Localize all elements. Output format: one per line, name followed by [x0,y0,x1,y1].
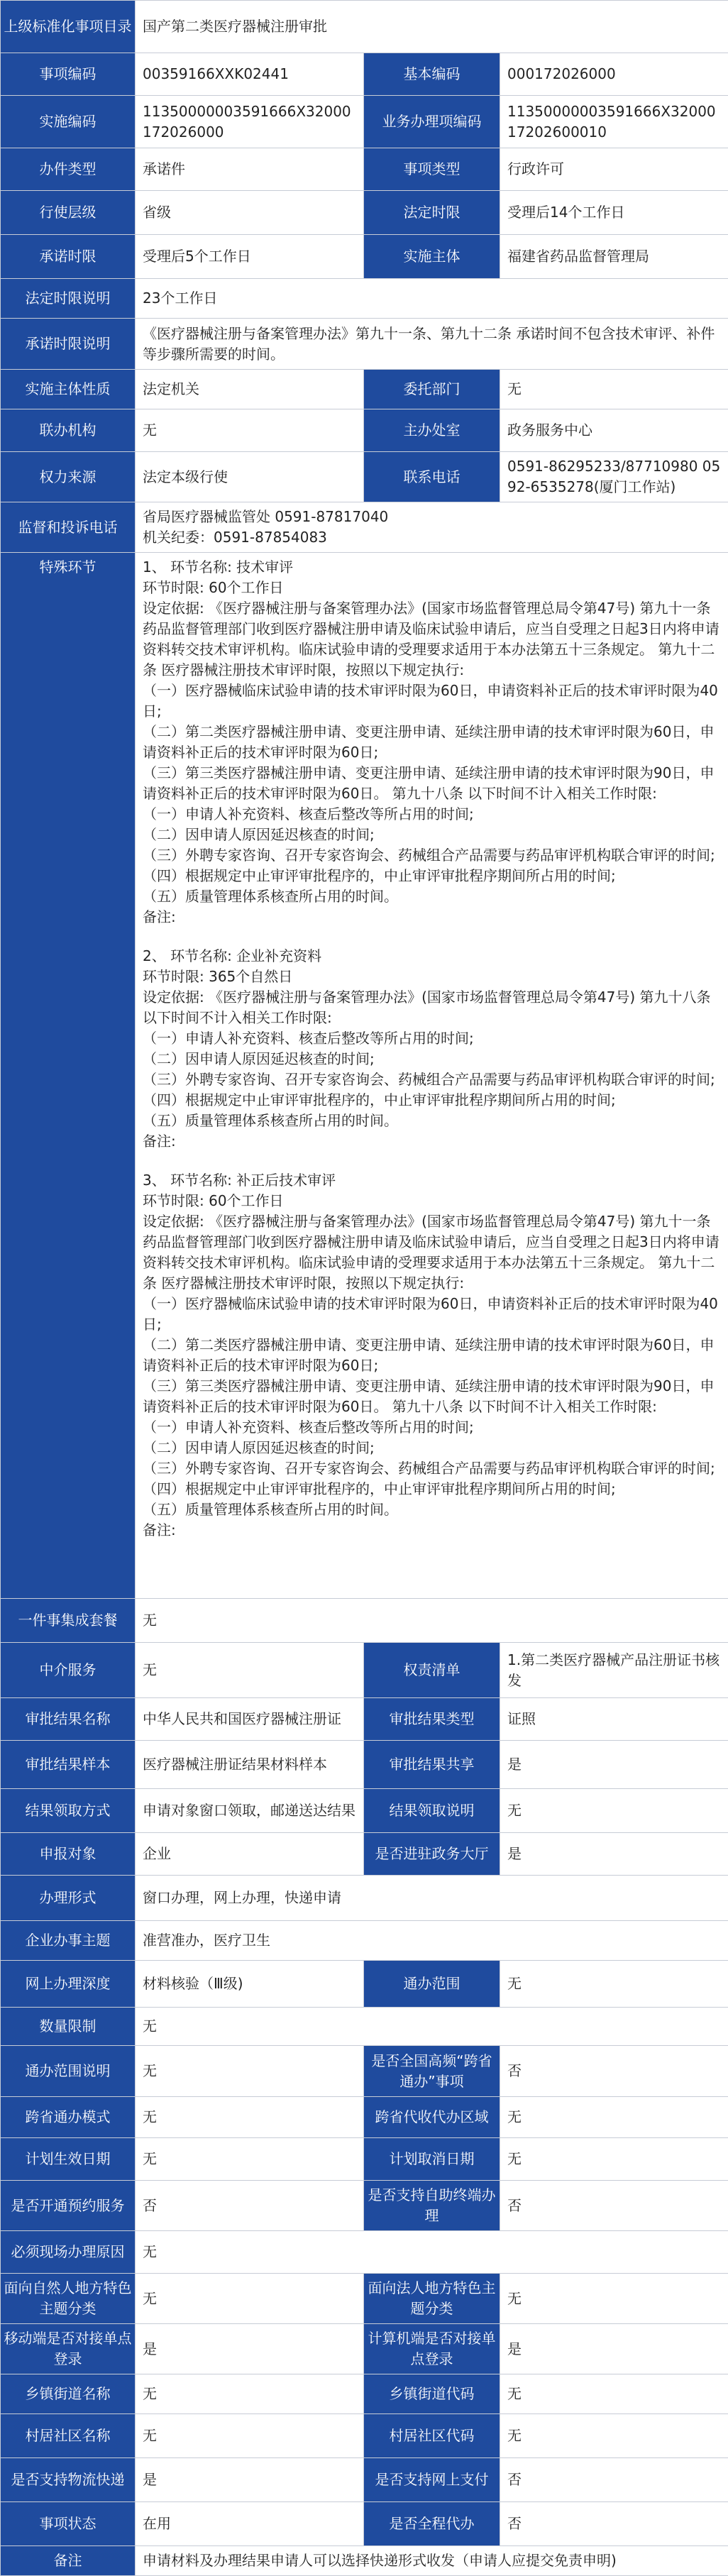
field-label: 法定时限说明 [1,279,136,319]
field-value: 无 [500,2414,728,2458]
table-row [1,1921,728,1961]
table-row [1,1643,728,1698]
field-value: 00359166XXK02441 [136,53,364,96]
field-value: 23个工作日 [136,279,728,319]
field-value: 无 [136,2414,364,2458]
special-step-line: 设定依据: 《医疗器械注册与备案管理办法》(国家市场监督管理总局令第47号) 第九十一条 药品监督管理部门收到医疗器械注册申请及临床试验申请后，应当自受理之日起3日内将申请资料转交技术审评机构。临床试验申请的受理要求适用于本办法第五十三条规定。 第九十二条 医疗器械注册技术审评时限，按照以下规定执行: [143,598,721,681]
field-label: 村居社区代码 [364,2414,500,2458]
field-label: 事项状态 [1,2502,136,2546]
field-value: 无 [136,2138,364,2181]
field-value: 申请对象窗口领取，邮递送达结果 [136,1789,364,1833]
table-row [1,1741,728,1789]
table-row [1,2546,728,2576]
field-value: 否 [500,2458,728,2502]
field-label: 审批结果类型 [364,1698,500,1741]
field-label: 乡镇街道名称 [1,2374,136,2414]
field-value: 无 [136,1599,728,1643]
field-label: 面向自然人地方特色主题分类 [1,2274,136,2324]
table-row [1,2458,728,2502]
field-value: 无 [136,2097,364,2138]
special-step-line: （二）第二类医疗器械注册申请、变更注册申请、延续注册申请的技术审评时限为60日，申请资料补正后的技术审评时限为60日; [143,1335,721,1376]
special-step-line: （五）质量管理体系核查所占用的时间。 [143,1111,721,1131]
field-label: 是否支持自助终端办理 [364,2181,500,2231]
field-label: 是否开通预约服务 [1,2181,136,2231]
field-label: 备注 [1,2546,136,2576]
field-value: 企业 [136,1833,364,1876]
special-step-line: 备注: [143,907,721,928]
field-value: 无 [136,409,364,452]
special-step-section [143,1170,721,1541]
table-row [1,1789,728,1833]
field-label: 审批结果样本 [1,1741,136,1789]
field-value: 是 [136,2324,364,2374]
field-value: 省局医疗器械监管处 0591-87817040 机关纪委：0591-87854083 [136,502,728,553]
field-label: 是否全程代办 [364,2502,500,2546]
field-label: 企业办事主题 [1,1921,136,1961]
field-value: 在用 [136,2502,364,2546]
details-table-body [1,1,728,2576]
field-value: 国产第二类医疗器械注册审批 [136,1,728,53]
special-step-line: （三）外聘专家咨询、召开专家咨询会、药械组合产品需要与药品审评机构联合审评的时间; [143,845,721,866]
table-row [1,1961,728,2008]
field-value: 无 [136,2046,364,2097]
field-value: 11350000003591666X32000172026000 [136,96,364,148]
field-value: 法定本级行使 [136,452,364,502]
field-label: 联办机构 [1,409,136,452]
special-step-line: （一）申请人补充资料、核查后整改等所占用的时间; [143,804,721,825]
field-value: 否 [500,2502,728,2546]
field-value: 否 [500,2181,728,2231]
table-row [1,409,728,452]
field-value: 《医疗器械注册与备案管理办法》第九十一条、第九十二条 承诺时间不包含技术审评、补件等步骤所需要的时间。 [136,319,728,370]
field-label: 移动端是否对接单点登录 [1,2324,136,2374]
field-label: 审批结果共享 [364,1741,500,1789]
field-label: 数量限制 [1,2008,136,2046]
special-step-line: 2、 环节名称: 企业补充资料 [143,946,721,967]
table-row [1,1599,728,1643]
field-label: 是否进驻政务大厅 [364,1833,500,1876]
special-step-line: （二）因申请人原因延迟核查的时间; [143,825,721,845]
field-label: 一件事集成套餐 [1,1599,136,1643]
table-row [1,1833,728,1876]
section-spacer [143,928,721,946]
field-value: 无 [500,2274,728,2324]
field-label: 是否支持网上支付 [364,2458,500,2502]
field-label: 特殊环节 [1,553,136,1599]
table-row [1,1876,728,1921]
field-value: 无 [500,1789,728,1833]
field-label: 通办范围 [364,1961,500,2008]
special-step-line: （二）第二类医疗器械注册申请、变更注册申请、延续注册申请的技术审评时限为60日，申请资料补正后的技术审评时限为60日; [143,722,721,763]
special-step-line: 环节时限: 60个工作日 [143,1191,721,1211]
field-value: 受理后14个工作日 [500,191,728,235]
table-row [1,1698,728,1741]
special-step-line: 备注: [143,1131,721,1152]
table-row [1,2046,728,2097]
section-spacer [143,1152,721,1170]
field-value: 无 [136,2231,728,2274]
field-label: 村居社区名称 [1,2414,136,2458]
field-label: 委托部门 [364,370,500,409]
special-step-line: 环节时限: 60个工作日 [143,578,721,598]
table-row [1,2324,728,2374]
field-value: 材料核验（Ⅲ级) [136,1961,364,2008]
field-value: 福建省药品监督管理局 [500,235,728,279]
field-value: 是 [500,1741,728,1789]
field-value: 是 [136,2458,364,2502]
special-step-line: （五）质量管理体系核查所占用的时间。 [143,1499,721,1520]
field-value: 承诺件 [136,148,364,191]
special-step-line: 1、 环节名称: 技术审评 [143,557,721,578]
field-value: 否 [136,2181,364,2231]
field-label: 实施编码 [1,96,136,148]
field-label: 事项类型 [364,148,500,191]
field-value: 无 [136,2274,364,2324]
field-label: 监督和投诉电话 [1,502,136,553]
table-row [1,279,728,319]
special-step-section [143,946,721,1152]
field-label: 上级标准化事项目录 [1,1,136,53]
field-value: 受理后5个工作日 [136,235,364,279]
field-value: 无 [500,1961,728,2008]
field-label: 行使层级 [1,191,136,235]
special-step-line: （三）第三类医疗器械注册申请、变更注册申请、延续注册申请的技术审评时限为90日，申请资料补正后的技术审评时限为60日。 第九十八条 以下时间不计入相关工作时限: [143,1376,721,1417]
field-label: 承诺时限说明 [1,319,136,370]
table-row [1,1,728,53]
field-value: 无 [500,2374,728,2414]
field-label: 结果领取方式 [1,1789,136,1833]
special-step-line: 环节时限: 365个自然日 [143,967,721,987]
special-step-line: 设定依据: 《医疗器械注册与备案管理办法》(国家市场监督管理总局令第47号) 第九十一条 药品监督管理部门收到医疗器械注册申请及临床试验申请后，应当自受理之日起3日内将申请资料转交技术审评机构。临床试验申请的受理要求适用于本办法第五十三条规定。 第九十二条 医疗器械注册技术审评时限，按照以下规定执行: [143,1211,721,1294]
special-step-line: （二）因申请人原因延迟核查的时间; [143,1049,721,1069]
field-value: 申请材料及办理结果申请人可以选择快递形式收发（申请人应提交免责申明) [136,2546,728,2576]
table-row [1,319,728,370]
field-value: 无 [136,2008,728,2046]
table-row [1,2502,728,2546]
field-label: 实施主体 [364,235,500,279]
special-step-line: 设定依据: 《医疗器械注册与备案管理办法》(国家市场监督管理总局令第47号) 第九十八条 以下时间不计入相关工作时限: [143,987,721,1028]
field-label: 基本编码 [364,53,500,96]
field-label: 业务办理项编码 [364,96,500,148]
field-label: 实施主体性质 [1,370,136,409]
special-step-line: （三）第三类医疗器械注册申请、变更注册申请、延续注册申请的技术审评时限为90日，申请资料补正后的技术审评时限为60日。 第九十八条 以下时间不计入相关工作时限: [143,763,721,804]
special-step-line: （一）申请人补充资料、核查后整改等所占用的时间; [143,1028,721,1049]
field-label: 权责清单 [364,1643,500,1698]
field-value: 准营准办，医疗卫生 [136,1921,728,1961]
field-value: 无 [136,1643,364,1698]
table-row [1,452,728,502]
special-step-line: 备注: [143,1520,721,1541]
special-step-line: （四）根据规定中止审评审批程序的，中止审评审批程序期间所占用的时间; [143,1090,721,1111]
field-value: 无 [500,2097,728,2138]
table-row [1,2231,728,2274]
table-row [1,53,728,96]
special-step-line: （三）外聘专家咨询、召开专家咨询会、药械组合产品需要与药品审评机构联合审评的时间; （四）根据规定中止审评审批程序的，中止审评审批程序期间所占用的时间; [143,1458,721,1499]
field-label: 中介服务 [1,1643,136,1698]
field-label: 乡镇街道代码 [364,2374,500,2414]
field-label: 网上办理深度 [1,1961,136,2008]
table-row [1,2008,728,2046]
special-step-line: 3、 环节名称: 补正后技术审评 [143,1170,721,1191]
field-value: 是 [500,1833,728,1876]
field-label: 是否支持物流快递 [1,2458,136,2502]
special-step-line: （四）根据规定中止审评审批程序的，中止审评审批程序期间所占用的时间; [143,866,721,886]
table-row [1,553,728,1599]
field-label: 法定时限 [364,191,500,235]
field-value: 政务服务中心 [500,409,728,452]
field-label: 事项编码 [1,53,136,96]
field-label: 通办范围说明 [1,2046,136,2097]
field-label: 申报对象 [1,1833,136,1876]
field-value: 无 [500,2138,728,2181]
table-row [1,148,728,191]
table-row [1,235,728,279]
table-row [1,502,728,553]
field-label: 主办处室 [364,409,500,452]
table-row [1,2274,728,2324]
special-step-line: （二）因申请人原因延迟核查的时间; [143,1438,721,1458]
table-row [1,2374,728,2414]
field-label: 办件类型 [1,148,136,191]
field-value: 1.第二类医疗器械产品注册证书核发 [500,1643,728,1698]
field-value: 窗口办理，网上办理，快递申请 [136,1876,728,1921]
field-label: 结果领取说明 [364,1789,500,1833]
field-value: 行政许可 [500,148,728,191]
field-label: 面向法人地方特色主题分类 [364,2274,500,2324]
field-value: 医疗器械注册证结果材料样本 [136,1741,364,1789]
field-label: 联系电话 [364,452,500,502]
field-value: 是 [500,2324,728,2374]
table-row [1,96,728,148]
special-step-line: （一）医疗器械临床试验申请的技术审评时限为60日，申请资料补正后的技术审评时限为40日; [143,681,721,722]
field-label: 计算机端是否对接单点登录 [364,2324,500,2374]
table-row [1,2181,728,2231]
field-value: 0591-86295233/87710980 0592-6535278(厦门工作站) [500,452,728,502]
field-value: 否 [500,2046,728,2097]
field-label: 承诺时限 [1,235,136,279]
table-row [1,191,728,235]
field-value: 省级 [136,191,364,235]
special-steps-content [136,553,728,1599]
field-label: 办理形式 [1,1876,136,1921]
table-row [1,2138,728,2181]
field-label: 是否全国高频“跨省通办”事项 [364,2046,500,2097]
field-label: 跨省代收代办区域 [364,2097,500,2138]
field-label: 审批结果名称 [1,1698,136,1741]
table-row [1,2097,728,2138]
field-value: 11350000003591666X3200017202600010 [500,96,728,148]
special-step-line: （一）医疗器械临床试验申请的技术审评时限为60日，申请资料补正后的技术审评时限为40日; [143,1294,721,1335]
field-value: 无 [136,2374,364,2414]
special-step-line: （一）申请人补充资料、核查后整改等所占用的时间; [143,1417,721,1438]
special-step-section [143,557,721,928]
field-value: 无 [500,370,728,409]
field-label: 必须现场办理原因 [1,2231,136,2274]
field-value: 证照 [500,1698,728,1741]
table-row [1,2414,728,2458]
special-step-line: （三）外聘专家咨询、召开专家咨询会、药械组合产品需要与药品审评机构联合审评的时间; [143,1069,721,1090]
field-label: 权力来源 [1,452,136,502]
field-value: 000172026000 [500,53,728,96]
field-label: 计划生效日期 [1,2138,136,2181]
special-step-line: （五）质量管理体系核查所占用的时间。 [143,886,721,907]
field-value: 法定机关 [136,370,364,409]
field-label: 计划取消日期 [364,2138,500,2181]
field-label: 跨省通办模式 [1,2097,136,2138]
field-value: 中华人民共和国医疗器械注册证 [136,1698,364,1741]
table-row [1,370,728,409]
